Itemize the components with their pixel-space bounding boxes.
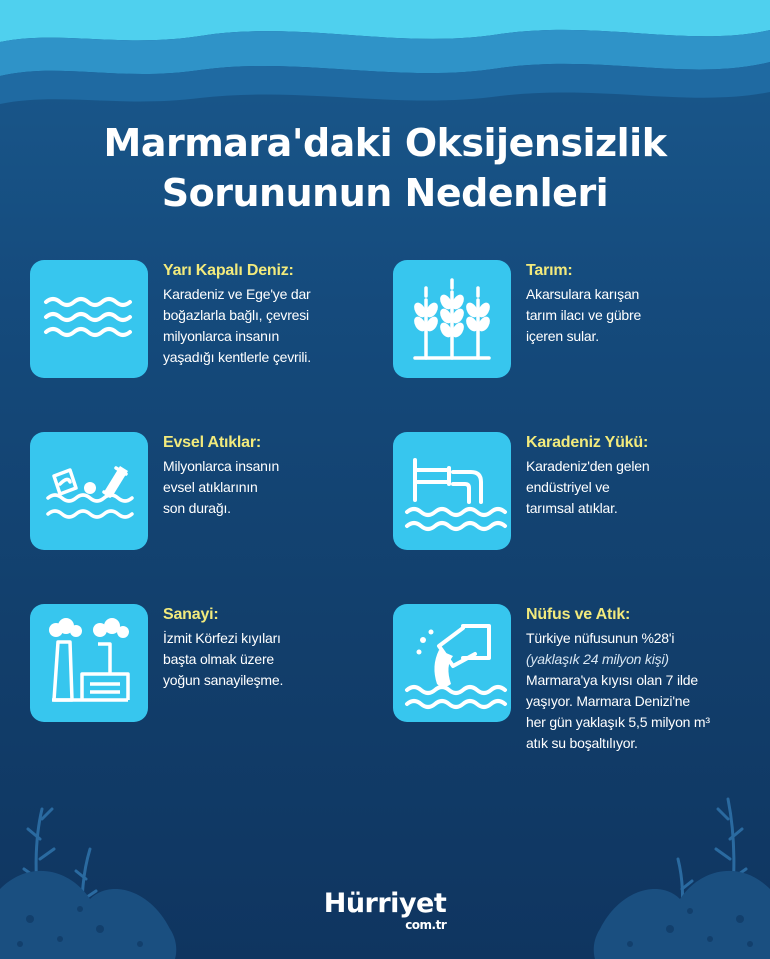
brand-logo bbox=[0, 888, 770, 932]
title-line-2: Sorununun Nedenleri bbox=[161, 171, 609, 215]
text-line: evsel atıklarının bbox=[163, 479, 258, 495]
industry-tile bbox=[30, 604, 148, 722]
population-waste-tile bbox=[393, 604, 511, 722]
item-heading-population-waste: Nüfus ve Atık: bbox=[526, 606, 631, 623]
item-text-semi-enclosed-sea bbox=[163, 284, 311, 368]
text-line: milyonlarca insanın bbox=[163, 328, 280, 344]
text-line: İzmit Körfezi kıyıları bbox=[163, 630, 281, 646]
text-line: Türkiye nüfusunun %28'i bbox=[526, 630, 675, 646]
text-line: içeren sular. bbox=[526, 328, 599, 344]
item-text-population-waste bbox=[526, 628, 710, 754]
black-sea-load-tile bbox=[393, 432, 511, 550]
item-heading-household-waste: Evsel Atıklar: bbox=[163, 434, 261, 451]
brand-domain: com.tr bbox=[405, 918, 447, 932]
item-text-black-sea-load bbox=[526, 456, 649, 519]
item-text-household-waste bbox=[163, 456, 279, 519]
text-line: her gün yaklaşık 5,5 milyon m³ bbox=[526, 714, 710, 730]
item-text-agriculture bbox=[526, 284, 641, 347]
item-text-industry bbox=[163, 628, 283, 691]
wheat-icon bbox=[393, 260, 511, 378]
sewage-pipe-icon bbox=[393, 604, 511, 722]
semi-enclosed-sea-tile bbox=[30, 260, 148, 378]
text-line: tarımsal atıklar. bbox=[526, 500, 618, 516]
text-line: tarım ilacı ve gübre bbox=[526, 307, 642, 323]
text-line: boğazlarla bağlı, çevresi bbox=[163, 307, 309, 323]
text-line-italic: (yaklaşık 24 milyon kişi) bbox=[526, 651, 669, 667]
text-line: endüstriyel ve bbox=[526, 479, 610, 495]
text-line: atık su boşaltılıyor. bbox=[526, 735, 638, 751]
text-line: yoğun sanayileşme. bbox=[163, 672, 284, 688]
text-line: Milyonlarca insanın bbox=[163, 458, 280, 474]
text-line: yaşadığı kentlerle çevrili. bbox=[163, 349, 311, 365]
text-line: Karadeniz ve Ege'ye dar bbox=[163, 286, 311, 302]
household-waste-tile bbox=[30, 432, 148, 550]
agriculture-tile bbox=[393, 260, 511, 378]
seaweed-coral-left-decoration bbox=[0, 739, 200, 959]
title-line-1: Marmara'daki Oksijensizlik bbox=[103, 121, 667, 165]
text-line: Karadeniz'den gelen bbox=[526, 458, 650, 474]
factory-icon bbox=[30, 604, 148, 722]
page-title bbox=[0, 118, 770, 218]
waves-icon bbox=[30, 260, 148, 378]
text-line: Marmara'ya kıyısı olan 7 ilde bbox=[526, 672, 698, 688]
brand-name: Hürriyet bbox=[323, 888, 447, 919]
outflow-pipe-icon bbox=[393, 432, 511, 550]
item-heading-agriculture: Tarım: bbox=[526, 262, 573, 279]
item-heading-industry: Sanayi: bbox=[163, 606, 219, 623]
text-line: son durağı. bbox=[163, 500, 231, 516]
item-heading-semi-enclosed-sea: Yarı Kapalı Deniz: bbox=[163, 262, 294, 279]
text-line: yaşıyor. Marmara Denizi'ne bbox=[526, 693, 690, 709]
brand-logo-wrapper bbox=[323, 888, 447, 932]
text-line: Akarsulara karışan bbox=[526, 286, 640, 302]
text-line: başta olmak üzere bbox=[163, 651, 274, 667]
floating-waste-icon bbox=[30, 432, 148, 550]
item-heading-black-sea-load: Karadeniz Yükü: bbox=[526, 434, 649, 451]
seaweed-coral-right-decoration bbox=[570, 739, 770, 959]
